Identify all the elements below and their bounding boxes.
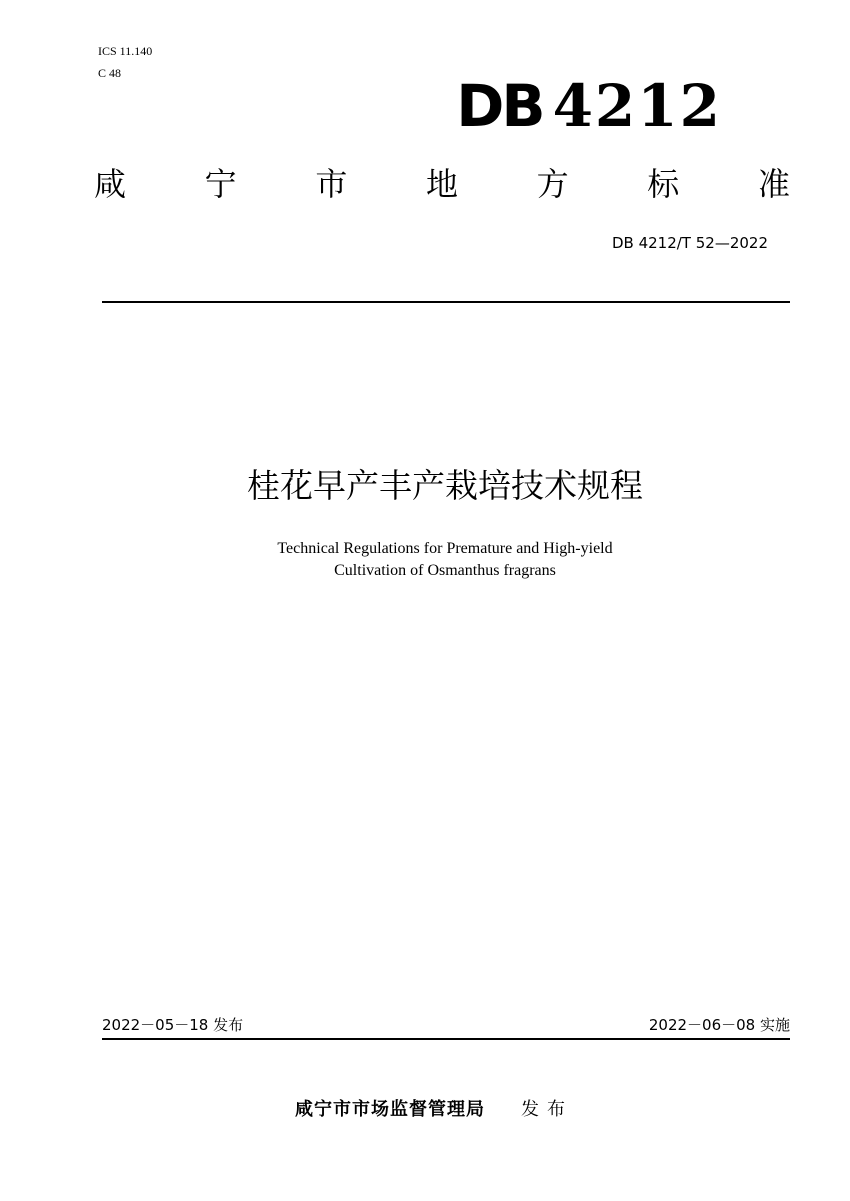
top-divider	[102, 301, 790, 303]
ccs-code: C 48	[98, 66, 122, 80]
standard-type-char: 宁	[204, 165, 237, 203]
standard-type-char: 咸	[94, 165, 127, 203]
standard-type-char: 市	[315, 165, 348, 203]
db-standard-code	[456, 72, 722, 140]
issuer-name: 咸宁市市场监督管理局	[295, 1099, 485, 1120]
standard-type-char: 标	[647, 165, 680, 203]
document-title-en	[0, 538, 850, 582]
standard-type	[94, 164, 790, 204]
db-region-code: 4212	[552, 72, 722, 140]
title-en-line-1: Technical Regulations for Premature and High-yield	[277, 540, 613, 557]
implementation-date: 2022－06－08 实施	[648, 1016, 790, 1034]
issue-action: 发布	[521, 1099, 573, 1120]
issue-date: 2022－05－18 发布	[102, 1016, 244, 1034]
db-prefix: DB	[456, 72, 543, 140]
standard-type-char: 地	[425, 165, 458, 203]
standard-type-char: 准	[757, 165, 790, 203]
standard-number: DB 4212/T 52—2022	[611, 234, 768, 252]
standard-type-char: 方	[536, 165, 569, 203]
ics-code: ICS 11.140	[98, 44, 153, 58]
bottom-divider	[102, 1038, 790, 1040]
document-title-zh: 桂花早产丰产栽培技术规程	[247, 466, 643, 505]
title-en-line-2: Cultivation of Osmanthus fragrans	[334, 562, 556, 579]
issuer-line	[0, 1098, 850, 1122]
